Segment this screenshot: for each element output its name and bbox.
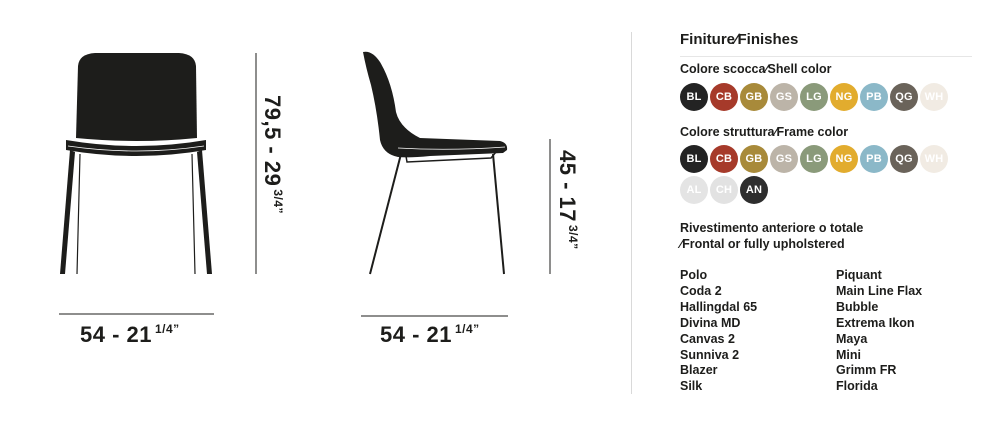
shell-color-swatch-bl[interactable]: BL bbox=[680, 83, 708, 111]
fabric-list-left bbox=[680, 268, 757, 395]
fabric-item: Grimm FR bbox=[836, 363, 897, 378]
front-width-fraction: 1/4” bbox=[155, 322, 180, 336]
shell-color-swatch-lg[interactable]: LG bbox=[800, 83, 828, 111]
frame-color-swatch-ng[interactable]: NG bbox=[830, 145, 858, 173]
shell-color-swatch-gs[interactable]: GS bbox=[770, 83, 798, 111]
shell-color-swatch-cb[interactable]: CB bbox=[710, 83, 738, 111]
total-height-fraction: 3/4” bbox=[271, 189, 285, 215]
front-width-dimension bbox=[80, 322, 180, 348]
frame-color-swatch-gs[interactable]: GS bbox=[770, 145, 798, 173]
fabric-item: Maya bbox=[836, 331, 868, 346]
total-height-value: 79,5 - 29 bbox=[260, 95, 285, 187]
fabric-item: Main Line Flax bbox=[836, 283, 923, 298]
side-width-value: 54 - 21 bbox=[380, 322, 452, 347]
shell-color-swatches bbox=[680, 83, 970, 114]
fabric-item: Coda 2 bbox=[680, 283, 722, 298]
frame-color-swatches bbox=[680, 145, 970, 207]
fabric-list-right bbox=[836, 268, 922, 395]
fabric-item: Bubble bbox=[836, 299, 879, 314]
shell-color-swatch-gb[interactable]: GB bbox=[740, 83, 768, 111]
chair-front-view bbox=[59, 53, 256, 314]
frame-color-swatch-ch[interactable]: CH bbox=[710, 176, 738, 204]
frame-color-title: Colore struttura∕Frame color bbox=[680, 125, 849, 139]
frame-color-swatch-pb[interactable]: PB bbox=[860, 145, 888, 173]
frame-color-swatch-cb[interactable]: CB bbox=[710, 145, 738, 173]
shell-color-swatch-ng[interactable]: NG bbox=[830, 83, 858, 111]
frame-color-swatch-an[interactable]: AN bbox=[740, 176, 768, 204]
fabric-item: Blazer bbox=[680, 363, 718, 378]
side-width-dimension bbox=[380, 322, 480, 348]
shell-color-swatch-pb[interactable]: PB bbox=[860, 83, 888, 111]
fabric-item: Piquant bbox=[836, 268, 882, 282]
chair-side-view bbox=[361, 52, 550, 316]
fabric-item: Hallingdal 65 bbox=[680, 299, 758, 314]
fabric-item: Divina MD bbox=[680, 315, 741, 330]
seat-height-value: 45 - 17 bbox=[555, 150, 580, 222]
finishes-title-rule bbox=[680, 56, 972, 57]
upholstery-title-line2: ∕Frontal or fully upholstered bbox=[680, 237, 845, 251]
panel-divider bbox=[631, 32, 632, 394]
finishes-title: Finiture∕Finishes bbox=[680, 31, 799, 48]
frame-color-swatch-lg[interactable]: LG bbox=[800, 145, 828, 173]
frame-color-swatch-qg[interactable]: QG bbox=[890, 145, 918, 173]
seat-height-fraction: 3/4” bbox=[566, 225, 580, 250]
shell-color-swatch-qg[interactable]: QG bbox=[890, 83, 918, 111]
frame-color-swatch-gb[interactable]: GB bbox=[740, 145, 768, 173]
fabric-item: Florida bbox=[836, 379, 878, 394]
side-width-fraction: 1/4” bbox=[455, 322, 480, 336]
finishes-panel bbox=[680, 30, 980, 54]
fabric-item: Sunniva 2 bbox=[680, 347, 740, 362]
frame-color-swatch-bl[interactable]: BL bbox=[680, 145, 708, 173]
fabric-item: Mini bbox=[836, 347, 861, 362]
shell-color-title: Colore scocca∕Shell color bbox=[680, 62, 832, 76]
fabric-item: Silk bbox=[680, 379, 703, 394]
upholstery-title bbox=[680, 220, 863, 252]
fabric-item: Extrema Ikon bbox=[836, 315, 915, 330]
shell-color-swatch-wh[interactable]: WH bbox=[920, 83, 948, 111]
seat-height-dimension bbox=[554, 150, 580, 250]
front-width-value: 54 - 21 bbox=[80, 322, 152, 347]
upholstery-title-line1: Rivestimento anteriore o totale bbox=[680, 221, 864, 235]
fabric-item: Canvas 2 bbox=[680, 331, 735, 346]
frame-color-swatch-al[interactable]: AL bbox=[680, 176, 708, 204]
fabric-item: Polo bbox=[680, 268, 708, 282]
total-height-dimension bbox=[259, 95, 285, 214]
frame-color-swatch-wh[interactable]: WH bbox=[920, 145, 948, 173]
